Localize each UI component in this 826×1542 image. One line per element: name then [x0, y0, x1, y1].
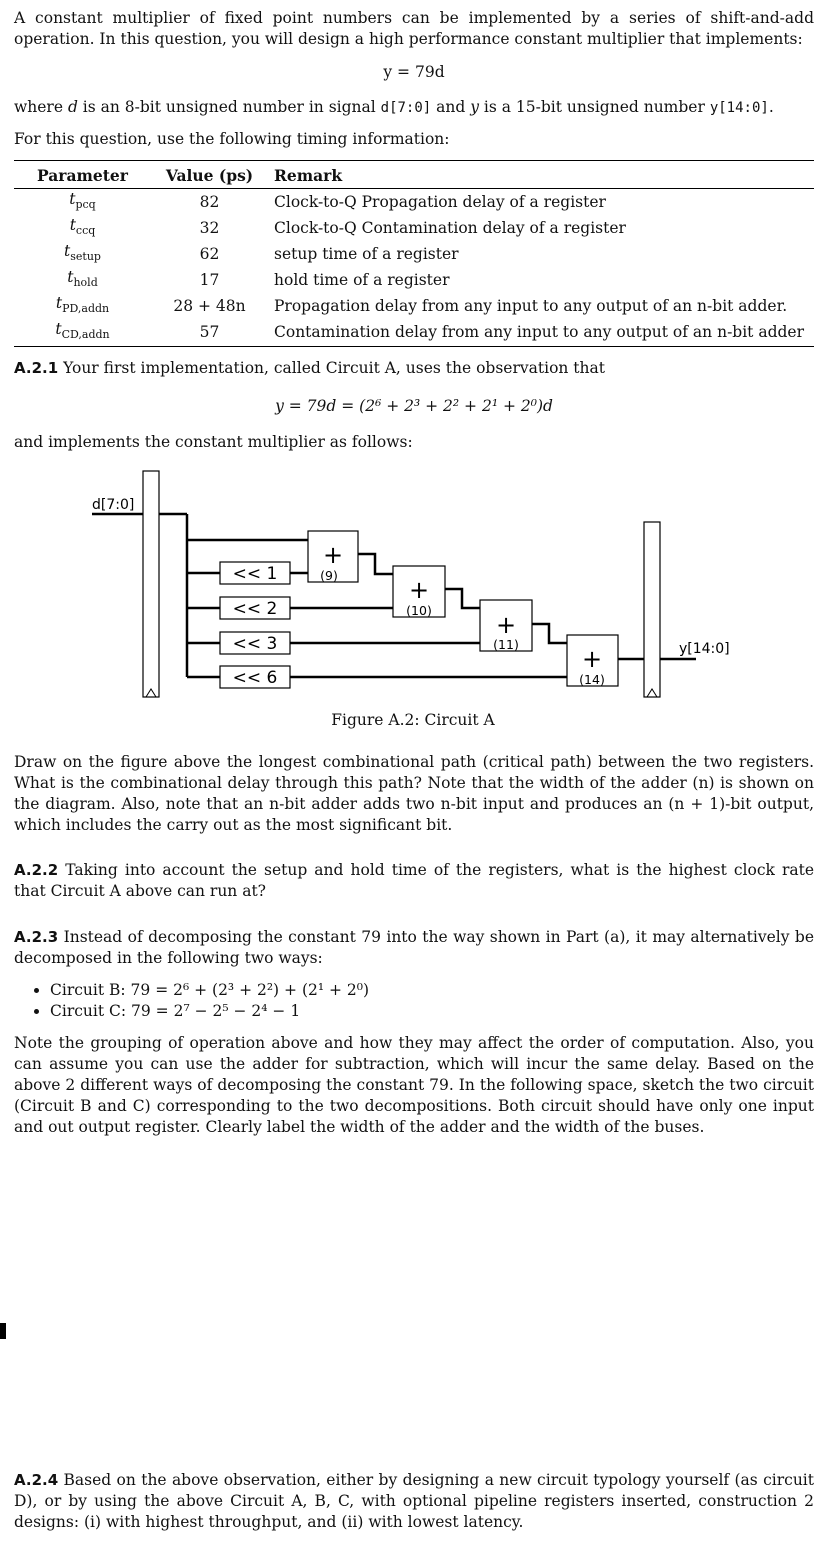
header-value: Value (ps): [165, 166, 254, 185]
adder-width: (10): [406, 603, 432, 618]
output-register: [644, 522, 660, 697]
adder-block: [393, 566, 445, 618]
shift-block: [220, 632, 290, 654]
svg-text:<< 6: << 6: [232, 668, 278, 688]
timing-intro: For this question, use the following timing information:: [14, 130, 450, 148]
adder-width: (14): [579, 672, 605, 687]
adder-block: [567, 635, 618, 687]
table-row: $t_{PD,addn}$ 28 + 48n Propagation delay from any input to any output of an n-bit adder.: [55, 294, 788, 316]
adder-block: [308, 531, 358, 583]
a24-number: A.2.4: [14, 1471, 59, 1489]
a24-question: A.2.4 Based on the above observation, either by designing a new circuit typology yourself (as circuit D), or by using the above Circuit A, B, C, with optional pipeline registers inserted, construction 2 designs: (i) with highest throughput, and (ii) with lowest latency.: [14, 1471, 814, 1531]
margin-mark: [0, 1323, 6, 1339]
table-row: $t_{hold}$ 17 hold time of a register: [67, 268, 450, 290]
list-item: • Circuit B: 79 = 2⁶ + (2³ + 2²) + (2¹ + 2⁰): [50, 980, 826, 1001]
a21-after: and implements the constant multiplier as follows:: [14, 433, 413, 451]
plus-icon: +: [581, 645, 603, 673]
a23-bullet-list: [50, 980, 826, 1022]
a21-equation: y = 79d = (2⁶ + 2³ + 2² + 2¹ + 2⁰)d: [275, 397, 553, 415]
figure-caption: Figure A.2: Circuit A: [331, 711, 495, 729]
adder-block: [480, 600, 532, 652]
a22-question: A.2.2 Taking into account the setup and hold time of the registers, what is the highest clock rate that Circuit A above can run at?: [14, 861, 814, 900]
table-row: $t_{setup}$ 62 setup time of a register: [64, 242, 459, 264]
table-row: $t_{pcq}$ 82 Clock-to-Q Propagation delay of a register: [69, 190, 606, 212]
table-row: $t_{ccq}$ 32 Clock-to-Q Contamination delay of a register: [69, 216, 626, 238]
list-item: • Circuit C: 79 = 2⁷ − 2⁵ − 2⁴ − 1: [50, 1001, 826, 1022]
a23-note: Note the grouping of operation above and how they may affect the order of computation. Also, you can assume you can use the adder for subtraction, which will incur the same delay. Based on the above 2 different ways of decomposing the constant 79. In the following space, sketch the two circuit (Circuit B and C) corresponding to the two decompositions. Both circuit should have only one input and out output register. Clearly label the width of the adder and the width of the buses.: [14, 1034, 814, 1136]
page: [14, 8, 814, 347]
svg-text:<< 1: << 1: [232, 564, 278, 584]
shift-block: [220, 666, 290, 688]
svg-text:<< 2: << 2: [232, 599, 278, 619]
table-row: $t_{CD,addn}$ 57 Contamination delay from any input to any output of an n-bit adder: [14, 319, 814, 346]
timing-table: [14, 160, 814, 347]
a23-number: A.2.3: [14, 928, 59, 946]
plus-icon: +: [322, 541, 344, 569]
shift-block: [220, 597, 290, 619]
a21-heading: A.2.1 Your first implementation, called Circuit A, uses the observation that: [14, 359, 605, 377]
a23-question: A.2.3 Instead of decomposing the constant 79 into the way shown in Part (a), it may alternatively be decomposed in the following two ways:: [14, 928, 814, 967]
output-label: y[14:0]: [679, 641, 730, 657]
input-register: [143, 471, 159, 697]
main-equation: y = 79d: [383, 63, 445, 81]
circuit-a-diagram: [0, 465, 826, 705]
plus-icon: +: [495, 611, 517, 639]
adder-width: (11): [493, 637, 519, 652]
header-parameter: Parameter: [37, 166, 128, 185]
a22-number: A.2.2: [14, 861, 59, 879]
svg-text:<< 3: << 3: [232, 634, 278, 654]
where-sentence: where d is an 8-bit unsigned number in signal d[7:0] and y is a 15-bit unsigned number y[14:0].: [14, 98, 774, 116]
signal-y: y[14:0]: [709, 100, 769, 116]
signal-d: d[7:0]: [380, 100, 432, 116]
input-label: d[7:0]: [92, 497, 135, 513]
a21-number: A.2.1: [14, 359, 59, 377]
shift-block: [220, 562, 290, 584]
a21-question: Draw on the figure above the longest combinational path (critical path) between the two registers. What is the combinational delay through this path? Note that the width of the adder (n) is shown on the diagram. Also, note that an n-bit adder adds two n-bit input and produces an (n + 1)-bit output, which includes the carry out as the most significant bit.: [14, 753, 814, 834]
intro-paragraph: A constant multiplier of fixed point numbers can be implemented by a series of shift-and-add operation. In this question, you will design a high performance constant multiplier that implements:: [14, 9, 814, 48]
adder-width: (9): [320, 568, 338, 583]
header-remark: Remark: [274, 166, 343, 185]
plus-icon: +: [408, 576, 430, 604]
